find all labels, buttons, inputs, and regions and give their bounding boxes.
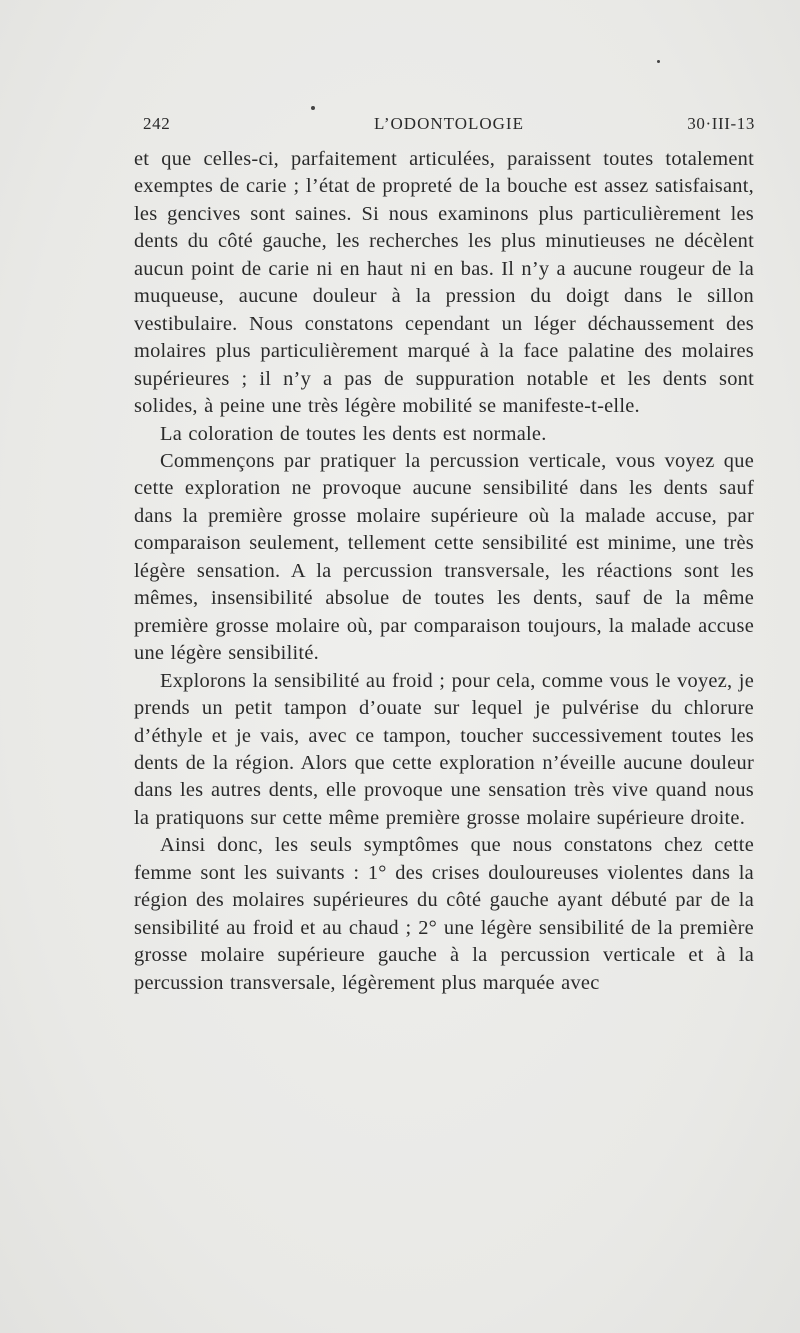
paragraph: Commençons par pratiquer la percussion verticale, vous voyez que cette exploration ne provoque aucune sensibilité dans les dents sauf dans la première grosse molaire supérieure où la malade accuse, par comparaison seulement, tellement cette sensibilité est minime, une très légère sensation. A la percussion transversale, les réactions sont les mêmes, insensibilité absolue de toutes les dents, sauf de la même première grosse molaire où, par comparaison toujours, la malade accuse une légère sensibilité. bbox=[134, 449, 754, 665]
body-text bbox=[134, 146, 754, 997]
paragraph: La coloration de toutes les dents est normale. bbox=[160, 422, 547, 445]
ink-speck bbox=[657, 60, 660, 63]
ink-speck bbox=[311, 106, 315, 110]
issue-date: 30·III-13 bbox=[687, 114, 755, 133]
running-title: L’ODONTOLOGIE bbox=[374, 114, 524, 133]
running-header bbox=[143, 114, 755, 142]
paragraph: et que celles-ci, parfaitement articulées, paraissent toutes totalement exemptes de carie ; l’état de propreté de la bouche est assez satisfaisant, les gencives sont saines. Si nous examinons plus particulièrement les dents du côté gauche, les recherches les plus minutieuses ne décèlent aucun point de carie ni en haut ni en bas. Il n’y a aucune rougeur de la muqueuse, aucune douleur à la pression du doigt dans le sillon vestibulaire. Nous constatons cependant un léger déchaussement des molaires plus particulièrement marqué à la face palatine des molaires supérieures ; il n’y a pas de suppuration notable et les dents sont solides, à peine une très légère mobilité se manifeste-t-elle. bbox=[134, 148, 754, 418]
paragraph: Explorons la sensibilité au froid ; pour cela, comme vous le voyez, je prends un petit tampon d’ouate sur lequel je pulvérise du chlorure d’éthyle et je vais, avec ce tampon, toucher successivement toutes les dents de la région. Alors que cette exploration n’éveille aucune douleur dans les autres dents, elle provoque une sensation très vive quand nous la pratiquons sur cette même première grosse molaire supérieure droite. bbox=[134, 669, 754, 829]
page-number: 242 bbox=[143, 114, 171, 133]
paragraph: Ainsi donc, les seuls symptômes que nous constatons chez cette femme sont les suivants : 1° des crises douloureuses violentes dans la région des molaires supérieures du côté gauche ayant débuté par de la sensibilité au froid et au chaud ; 2° une légère sensibilité de la première grosse molaire supérieure gauche à la percussion verticale et à la percussion transversale, légèrement plus marquée avec bbox=[134, 834, 754, 994]
